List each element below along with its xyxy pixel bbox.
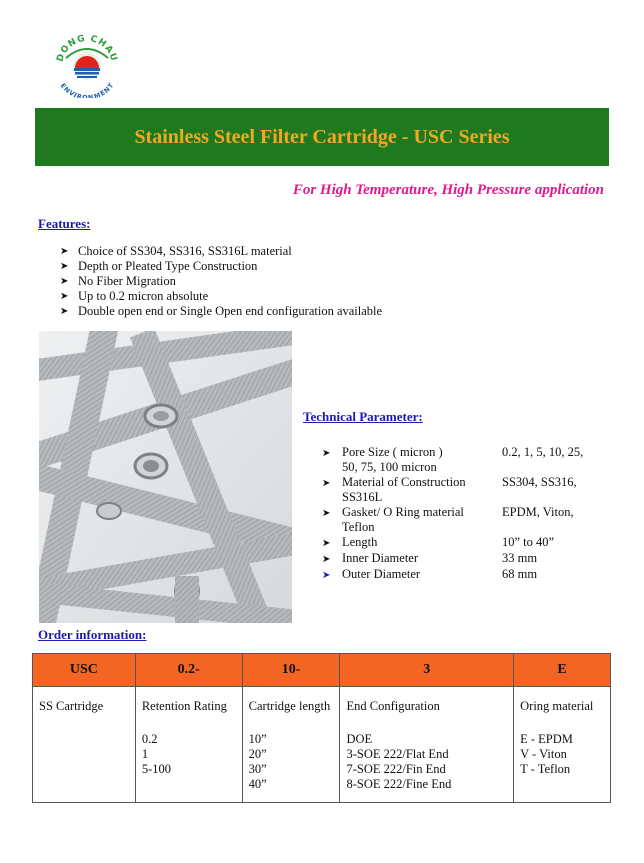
list-item: ➤ Choice of SS304, SS316, SS316L material <box>60 244 292 258</box>
arrow-bullet-icon: ➤ <box>322 508 331 519</box>
list-item: ➤ Up to 0.2 micron absolute <box>60 289 209 303</box>
technical-params <box>322 445 602 583</box>
param-row <box>322 535 602 551</box>
svg-text:ENVIRONMENT <box>59 81 116 98</box>
arrow-bullet-icon: ➤ <box>322 448 331 459</box>
param-row <box>322 551 602 567</box>
features-heading: Features: <box>38 216 91 231</box>
param-name: Length <box>342 535 378 549</box>
param-name: Inner Diameter <box>342 551 419 565</box>
param-value: 33 mm <box>502 551 538 565</box>
order-cell <box>242 687 340 803</box>
logo-top-text: DONG CHAU <box>55 33 119 64</box>
param-row <box>322 445 602 475</box>
arrow-bullet-icon: ➤ <box>60 246 69 257</box>
param-name: Pore Size ( micron ) <box>342 445 443 459</box>
order-option: 8-SOE 222/Fine End <box>346 777 452 791</box>
order-table <box>32 653 611 803</box>
param-value: EPDM, Viton, <box>502 505 574 519</box>
arrow-bullet-icon: ➤ <box>60 276 69 287</box>
order-cell-title: SS Cartridge <box>39 699 104 713</box>
technical-heading: Technical Parameter: <box>303 409 423 424</box>
table-row <box>33 687 611 803</box>
param-name: Gasket/ O Ring material <box>342 505 464 519</box>
order-option: E - EPDM <box>520 732 573 746</box>
subtitle: For High Temperature, High Pressure application <box>292 182 604 198</box>
order-option: 5-100 <box>141 762 171 776</box>
param-row <box>322 567 602 583</box>
order-option: 40” <box>248 777 267 791</box>
param-value: 0.2, 1, 5, 10, 25, <box>502 445 584 459</box>
param-value: SS304, SS316, <box>502 475 577 489</box>
order-code-header: E <box>514 654 611 687</box>
arrow-bullet-icon: ➤ <box>322 570 331 581</box>
order-option: DOE <box>346 732 373 746</box>
order-cell-title: End Configuration <box>346 699 440 713</box>
order-heading: Order information: <box>38 627 147 642</box>
param-cont: SS316L <box>342 490 383 504</box>
arrow-bullet-icon: ➤ <box>322 554 331 565</box>
order-option: 0.2 <box>141 732 158 746</box>
arrow-bullet-icon: ➤ <box>322 538 331 549</box>
order-code-header: USC <box>33 654 136 687</box>
order-code-header: 10- <box>242 654 340 687</box>
company-logo <box>52 28 122 98</box>
order-code-header: 0.2- <box>135 654 242 687</box>
title-banner <box>35 108 609 166</box>
order-cell-title: Cartridge length <box>248 699 331 713</box>
param-row <box>322 505 602 535</box>
param-name: Outer Diameter <box>342 567 421 581</box>
order-cell-title: Oring material <box>520 699 594 713</box>
param-value: 10” to 40” <box>502 535 555 549</box>
list-item: ➤ Depth or Pleated Type Construction <box>60 259 258 273</box>
param-value: 68 mm <box>502 567 538 581</box>
order-option: 30” <box>248 762 267 776</box>
order-cell <box>514 687 611 803</box>
order-option: 3-SOE 222/Flat End <box>346 747 449 761</box>
arrow-bullet-icon: ➤ <box>322 478 331 489</box>
order-code-header: 3 <box>340 654 514 687</box>
order-option: 20” <box>248 747 267 761</box>
order-option: 10” <box>248 732 267 746</box>
logo-bottom-text: ENVIRONMENT <box>58 81 116 98</box>
page-title: Stainless Steel Filter Cartridge - USC Series <box>134 125 510 148</box>
arrow-bullet-icon: ➤ <box>60 261 69 272</box>
order-option: 1 <box>141 747 149 761</box>
param-cont: 50, 75, 100 micron <box>342 460 437 474</box>
features-list <box>60 244 382 319</box>
list-item: ➤ Double open end or Single Open end configuration available <box>60 304 383 318</box>
arrow-bullet-icon: ➤ <box>60 291 69 302</box>
param-row <box>322 475 602 505</box>
product-photo <box>39 331 292 623</box>
order-option: V - Viton <box>520 747 567 761</box>
order-option: T - Teflon <box>520 762 571 776</box>
arrow-bullet-icon: ➤ <box>60 306 69 317</box>
list-item: ➤ No Fiber Migration <box>60 274 176 288</box>
order-cell <box>33 687 136 803</box>
order-cell-title: Retention Rating <box>141 699 227 713</box>
order-cell <box>340 687 514 803</box>
order-header-row <box>33 654 611 687</box>
param-name: Material of Construction <box>342 475 466 489</box>
order-option: 7-SOE 222/Fin End <box>346 762 446 776</box>
param-cont: Teflon <box>342 520 375 534</box>
order-cell <box>135 687 242 803</box>
